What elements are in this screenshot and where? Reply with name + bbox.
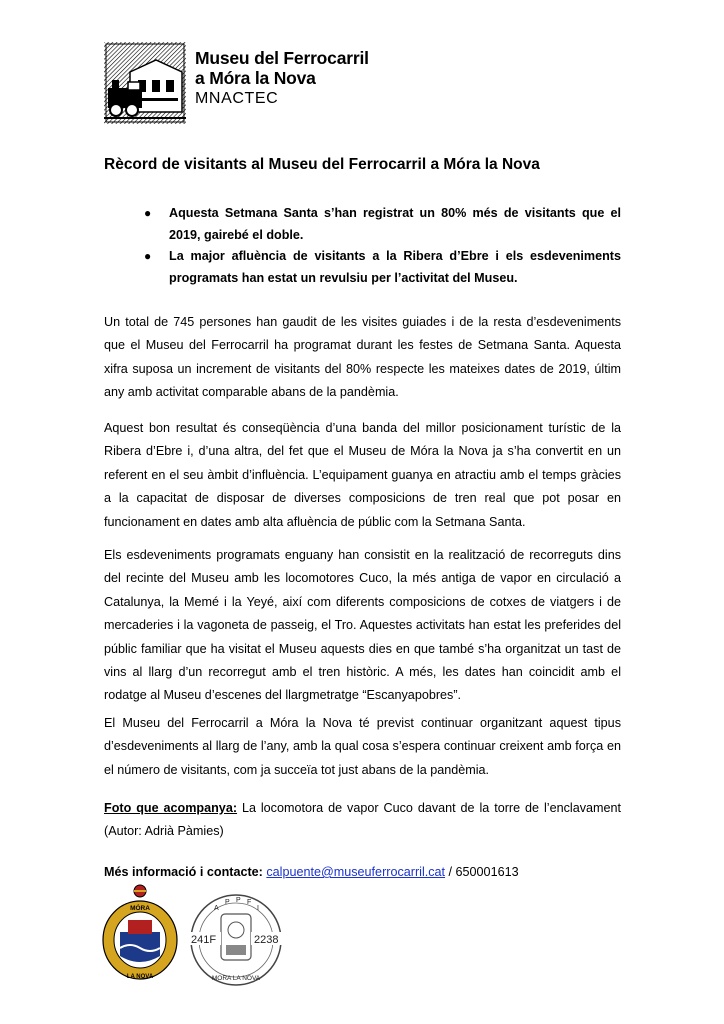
svg-text:P: P <box>225 899 230 906</box>
bullet-icon: ● <box>144 206 152 220</box>
svg-text:A: A <box>214 905 219 912</box>
paragraph-1: Un total de 745 persones han gaudit de les visites guiades i de la resta d’esdeveniments que el Museu del Ferrocarril ha programat durant les festes de Setmana Santa. Aquesta xifra suposa un increment de visitants del 80% respecte les mateixes dates de 2019, últim any amb activitat comparable abans de la pandèmia. <box>104 315 621 400</box>
list-item <box>140 203 621 246</box>
svg-text:F: F <box>247 899 252 906</box>
contact-email-link[interactable]: calpuente@museuferrocarril.cat <box>266 865 446 879</box>
logo-line-1: Museu del Ferrocarril <box>195 48 369 68</box>
svg-text:MORA LA NOVA: MORA LA NOVA <box>211 975 261 982</box>
contact-line <box>104 861 621 884</box>
museum-logo-text <box>195 48 369 109</box>
svg-text:MÓRA: MÓRA <box>130 905 150 912</box>
bullet-text: Aquesta Setmana Santa s’han registrat un 80% més de visitants que el 2019, gairebé el doble. <box>169 206 621 242</box>
paragraph-2: Aquest bon resultat és conseqüència d’una banda del millor posicionament turístic de la Ribera d’Ebre i, d’una altra, del fet que el Museu de Móra la Nova ja s’ha convertit en un referent en el seu àmbit d’influència. L’equipament guanya en atractiu amb el temps gràcies a la capacitat de disposar de diverses composicions de tren real que pot posar en funcionament en dates amb alta afluència de públic com la Setmana Santa. <box>104 421 621 529</box>
contact-phone: / 650001613 <box>445 865 519 879</box>
list-item <box>140 246 621 289</box>
svg-text:I: I <box>257 905 259 912</box>
bullet-text: La major afluència de visitants a la Ribera d’Ebre i els esdeveniments programats han estat un revulsiu per l’activitat del Museu. <box>169 249 621 285</box>
bullet-icon: ● <box>144 249 152 263</box>
photo-label: Foto que acompanya: <box>104 801 238 815</box>
museum-logo-icon <box>104 42 186 124</box>
svg-text:LA NOVA: LA NOVA <box>126 974 154 980</box>
paragraph-3: Els esdeveniments programats enguany han consistit en la realització de recorreguts dins del recinte del Museu amb les locomotores Cuco, la més antiga de vapor en circulació a Catalunya, la Memé i la Yeyé, així com diferents composicions de cotxes de viatgers i de mercaderies i la vagoneta de passeig, el Tro. Aquestes activitats han estat les preferides del públic familiar que ha visitat el Museu aquests dies en que també s’ha organitzat un tast de vins al llarg d’un recorregut amb el tren històric. A més, les dates han coincidit amb el rodatge al Museu d’escenes del llargmetratge “Escanyapobres”. <box>104 548 621 703</box>
logo-line-3: MNACTEC <box>195 90 279 107</box>
photo-caption-text: La locomotora de vapor Cuco davant de la torre de l’enclavament (Autor: Adrià Pàmies) <box>104 801 621 839</box>
svg-text:P: P <box>236 897 241 904</box>
svg-text:241F: 241F <box>191 934 217 946</box>
town-council-seal-icon <box>100 882 180 982</box>
logo-line-2: a Móra la Nova <box>195 68 316 88</box>
svg-text:2238: 2238 <box>254 934 279 946</box>
page-title: Rècord de visitants al Museu del Ferrocarril a Móra la Nova <box>104 156 540 173</box>
appfi-seal-icon <box>181 890 291 988</box>
paragraph-4: El Museu del Ferrocarril a Móra la Nova té previst continuar organitzant aquest tipus d’esdeveniments al llarg de l’any, amb la qual cosa s’espera continuar creixent amb força en el número de visitants, com ja succeïa tot just abans de la pandèmia. <box>104 716 621 777</box>
highlights-list <box>140 203 621 289</box>
photo-caption <box>104 797 621 844</box>
contact-label: Més informació i contacte: <box>104 865 263 879</box>
